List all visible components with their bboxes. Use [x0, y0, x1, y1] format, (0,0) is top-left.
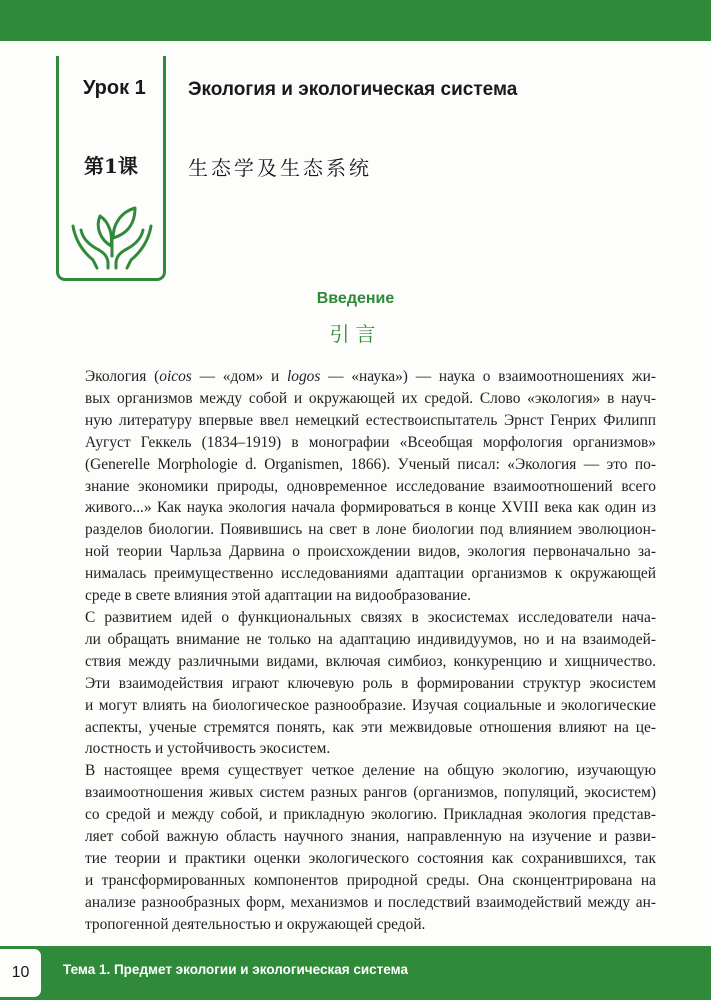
text-line: ную литературу впервые ввел немецкий естествоиспытатель Эрнст Генрих Филипп — [85, 411, 656, 429]
paragraph — [56, 607, 656, 760]
text-line: ляет собой важную область научного знания, направленную на изучение и разви- — [85, 828, 656, 846]
body-text — [56, 366, 656, 936]
text-line: и трансформированных компонентов природной среды. Она сконцентрирована на — [85, 871, 656, 889]
text-line: среде в свете влияния этой адаптации на видообразование. — [85, 587, 471, 605]
paragraph — [56, 760, 656, 935]
text-line: тие теории и практики оценки экологического состояния как сохранившихся, так — [85, 849, 656, 867]
text-line: Эти взаимодействия играют ключевую роль в формировании структур экосистем — [85, 674, 656, 692]
page-number: 10 — [0, 946, 44, 1000]
text-line: ли обращать внимание не только на адаптацию индивидуумов, но и на взаимодей- — [85, 630, 656, 648]
top-color-band — [0, 0, 711, 41]
text-line: (Generelle Morphologie d. Organismen, 1866). Ученый писал: «Экология — это по- — [85, 455, 656, 473]
lesson-number-zh: 第1课 — [84, 154, 138, 178]
text-line: ной теории Чарльза Дарвина о происхождении видов, экология первоначально за- — [85, 543, 656, 561]
text-line: разделов биологии. Появившись на свет в лоне биологии под влиянием эволюцион- — [85, 521, 656, 539]
text-line: анализе разнообразных форм, механизмов и последствий взаимодействий между ан- — [85, 893, 656, 911]
lesson-title-ru: Экология и экологическая система — [188, 79, 518, 100]
section-title-ru: Введение — [316, 290, 395, 307]
text-line: живого...» Как наука экология начала формироваться в конце XVIII века как один из — [85, 499, 656, 517]
text-line: нималась преимущественно исследованиями адаптации организмов к окружающей — [85, 565, 656, 583]
text-line: лостность и устойчивость экосистем. — [85, 740, 331, 758]
hands-with-leaves-icon — [67, 190, 157, 272]
paragraph — [56, 366, 656, 607]
text-line: аспекты, ученые стремятся понять, как эти межвидовые отношения влияют на це- — [85, 718, 656, 736]
text-line: Экология (oicos — «дом» и logos — «наука») — наука о взаимоотношениях жи- — [85, 368, 656, 385]
text-line: Аугуст Геккель (1834–1919) в монографии «Всеобщая морфология организмов» — [85, 433, 656, 451]
text-line: тропогенной деятельностью и окружающей средой. — [85, 915, 426, 933]
text-line: С развитием идей о функциональных связях в экосистемах исследователи нача- — [85, 608, 656, 626]
text-line: ствия между различными видами, включая симбиоз, конкуренцию и хищничество. — [85, 652, 656, 670]
lesson-number-ru: Урок 1 — [83, 77, 146, 99]
footer-topic: Тема 1. Предмет экологии и экологическая система — [63, 962, 408, 977]
lesson-title-zh: 生态学及生态系统 — [188, 156, 372, 180]
text-line: со средой и между собой, и прикладную экологию. Прикладная экология представ- — [85, 806, 656, 824]
text-line: знание экономики природы, одновременное исследование взаимоотношений всего — [85, 477, 656, 495]
text-line: взаимоотношения живых систем разных рангов (организмов, популяций, экосистем) — [85, 784, 656, 802]
text-line: вых организмов между собой и окружающей их средой. Слово «экология» в науч- — [85, 389, 656, 407]
text-line: В настоящее время существует четкое деление на общую экологию, изучающую — [85, 762, 656, 780]
text-line: и могут влиять на биологическое разнообразие. Изучая социальные и экологические — [85, 696, 656, 714]
section-title-zh: 引言 — [329, 322, 382, 346]
